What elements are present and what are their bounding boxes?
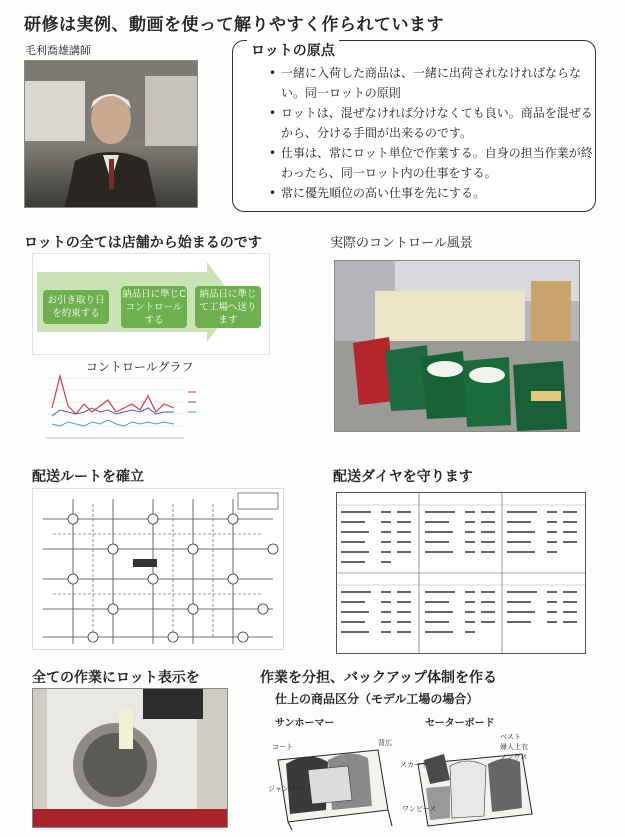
control-scene-photo — [334, 260, 580, 432]
right-label: ワンピース — [402, 805, 437, 813]
flow-step-2: 納品日に準じCコントロールする — [121, 286, 187, 328]
left-label: ジャンパー — [268, 785, 303, 793]
right-label: 婦人上衣 — [500, 743, 528, 751]
right-label: ノンヴス — [500, 753, 528, 761]
work-split-subheading: 仕上の商品区分（モデル工場の場合） — [275, 692, 479, 706]
control-graph-title: コントロールグラフ — [86, 360, 194, 374]
lot-display-photo — [32, 688, 228, 828]
control-graph — [34, 368, 204, 458]
work-split-heading: 作業を分担、バックアップ体制を作る — [260, 670, 498, 686]
delivery-route-heading: 配送ルートを確立 — [32, 469, 144, 485]
left-caption: サンホーマー — [275, 718, 335, 729]
left-label: 背広 — [378, 739, 392, 747]
graph-series-3 — [52, 420, 174, 426]
right-label: スカート — [400, 761, 428, 769]
lot-flow-diagram — [32, 253, 270, 355]
page-title: 研修は実例、動画を使って解りやすく作られています — [24, 15, 444, 35]
lecturer-photo — [24, 60, 198, 208]
principle-item: • 常に優先順位の高い仕事を先にする。 — [271, 183, 601, 203]
right-caption: セーターボード — [425, 718, 495, 729]
graph-series-1 — [52, 376, 174, 414]
delivery-schedule-table — [336, 492, 586, 654]
control-scene-heading: 実際のコントロール風景 — [330, 236, 473, 251]
principle-item: • 仕事は、常にロット単位で作業する。自身の担当作業が終わったら、同一ロット内の仕事をする。 — [271, 143, 601, 183]
delivery-diagram-heading: 配送ダイヤを守ります — [333, 469, 473, 485]
flow-step-1: お引き取り日を約束する — [43, 290, 109, 324]
delivery-route-map — [32, 488, 284, 650]
flow-step-3: 納品日に準じて工場へ送ります — [195, 286, 261, 328]
principle-item: • ロットは、混ぜなければ分けなくても良い。商品を混ぜるから、分ける手間が出来るのです。 — [271, 103, 601, 143]
lot-flow-heading: ロットの全ては店舗から始まるのです — [24, 235, 262, 251]
lot-display-heading: 全ての作業にロット表示を — [32, 670, 200, 686]
principle-item: • 一緒に入荷した商品は、一緒に出荷されなければならない。同一ロットの原則 — [271, 63, 601, 103]
principles-heading: ロットの原点 — [247, 40, 339, 60]
left-label: コート — [272, 743, 293, 751]
lot-principles-box — [232, 40, 596, 212]
right-label: ベスト — [500, 733, 521, 741]
lecturer-name: 毛利喬雄講師 — [25, 44, 91, 57]
